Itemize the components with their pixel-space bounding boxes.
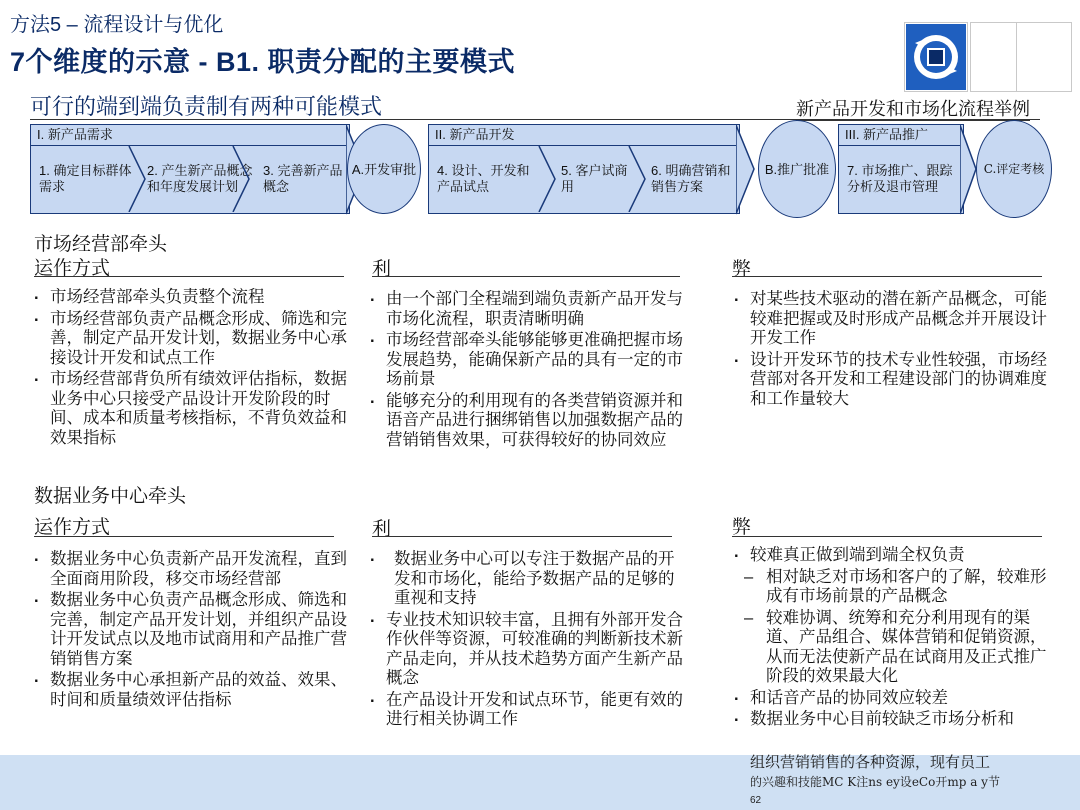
footer-line: 组织营销销售的各种资源，现有员工 [750, 753, 991, 771]
list-item: . 对某些技术驱动的潜在新产品概念，可能较难把握或及时形成产品概念并开展设计开发工作 [730, 290, 1048, 349]
example-label: 新产品开发和市场化流程举例 [796, 99, 1030, 119]
list-item: . 市场经营部负责产品概念形成、筛选和完善，制定产品开发计划，数据业务中心承接设计开发和试点工作 [30, 310, 348, 369]
section-2-title: 数据业务中心牵头 [34, 486, 187, 507]
process-step: 5. 客户试商用 [561, 163, 628, 194]
list-item: . 数据业务中心承担新产品的效益、效果、时间和质量绩效评估指标 [30, 671, 348, 710]
divider [34, 536, 334, 537]
divider [34, 276, 344, 277]
list-item: . 能够充分的利用现有的各类营销资源并和语音产品进行捆绑销售以加强数据产品的营销销售效果，可获得较好的协同效应 [366, 392, 684, 451]
process-step: 2. 产生新产品概念和年度发展计划 [147, 163, 253, 194]
list-item: . 数据业务中心负责产品概念形成、筛选和完善，制定产品开发计划，并组织产品设计开发试点以及地市试商用和产品推广营销销售方案 [30, 591, 348, 669]
list-item: . 市场经营部牵头负责整个流程 [30, 288, 348, 308]
phase-1-header: I. 新产品需求 [31, 125, 349, 146]
phase-3-panel [838, 124, 964, 214]
section-1-ops-heading: 运作方式 [34, 258, 111, 279]
page-title: 7个维度的示意 - B1. 职责分配的主要模式 [10, 47, 516, 77]
gate-a-circle: A.开发审批 [347, 124, 421, 214]
process-step: 6. 明确营销和销售方案 [651, 163, 731, 194]
list-item: . 数据业务中心可以专注于数据产品的开发和市场化，能给予数据产品的足够的重视和支持 [366, 550, 684, 609]
process-cycle-icon [905, 23, 967, 91]
list-item: . 和话音产品的协同效应较差 [730, 689, 1048, 709]
chevron-separator [231, 146, 253, 212]
list-item: . 专业技术知识较丰富，且拥有外部开发合作伙伴等资源，可较准确的判断新技术新产品走向，并从技术趋势方面产生新产品概念 [366, 611, 684, 689]
process-step: 1. 确定目标群体需求 [39, 163, 132, 194]
section-subtitle: 方法5 – 流程设计与优化 [10, 14, 224, 36]
phase-2-panel [428, 124, 740, 214]
logo [904, 22, 968, 92]
section-2-pros-heading: 利 [372, 519, 392, 540]
list-item: . 市场经营部牵头能够能够更准确把握市场发展趋势，能确保新产品的具有一定的市场前景 [366, 331, 684, 390]
footer-line: 的兴趣和技能MC K注ns ey设eCo开mp a y节 [750, 775, 1000, 789]
gate-b-circle: B.推广批准 [758, 120, 836, 218]
modes-statement: 可行的端到端负责制有两种可能模式 [30, 94, 383, 119]
divider [732, 276, 1042, 277]
divider [372, 536, 672, 537]
section-1-title: 市场经营部牵头 [34, 234, 168, 255]
list-item: . 设计开发环节的技术专业性较强，市场经营部对各开发和工程建设部门的协调难度和工作量较大 [730, 351, 1048, 410]
section-1-pros-list [366, 290, 684, 452]
logo-box-empty [1016, 22, 1072, 92]
section-2-ops-heading: 运作方式 [34, 517, 111, 538]
list-item: . 数据业务中心目前较缺乏市场分析和 [730, 710, 1048, 730]
phase-3-header: III. 新产品推广 [839, 125, 963, 146]
section-1-cons-list [730, 290, 1048, 411]
section-2-pros-list [366, 550, 684, 732]
chevron-separator [127, 146, 149, 212]
section-2-cons-heading: 弊 [732, 517, 752, 538]
section-2-cons-list [730, 546, 1048, 732]
section-1-cons-heading: 弊 [732, 259, 752, 280]
list-item: . 市场经营部背负所有绩效评估指标，数据业务中心只接受产品设计开发阶段的时间、成本和质量考核指标，不背负效益和效果指标 [30, 370, 348, 448]
gate-c-circle: C.评定考核 [976, 120, 1052, 218]
phase-1-panel [30, 124, 350, 214]
section-1-pros-heading: 利 [372, 259, 392, 280]
process-step: 7. 市场推广、跟踪分析及退市管理 [847, 163, 953, 194]
list-item: . 数据业务中心负责新产品开发流程，直到全面商用阶段，移交市场经营部 [30, 550, 348, 589]
list-item: . 由一个部门全程端到端负责新产品开发与市场化流程，职责清晰明确 [366, 290, 684, 329]
list-item: . 较难真正做到端到端全权负责 [730, 546, 1048, 566]
section-2-ops-list [30, 550, 348, 712]
footer-text [750, 752, 1000, 792]
chevron-arrow [736, 124, 756, 215]
list-subitem: – 较难协调、统筹和充分利用现有的渠道、产品组合、媒体营销和促销资源，从而无法使新产品在试商用及正式推广阶段的效果最大化 [730, 609, 1048, 687]
list-subitem: – 相对缺乏对市场和客户的了解，较难形成有市场前景的产品概念 [730, 568, 1048, 607]
chevron-separator [537, 146, 559, 212]
divider [372, 276, 680, 277]
chevron-separator [627, 146, 649, 212]
divider [732, 536, 1042, 537]
list-item: . 在产品设计开发和试点环节，能更有效的进行相关协调工作 [366, 691, 684, 730]
process-step: 3. 完善新产品概念 [263, 163, 343, 194]
process-step: 4. 设计、开发和产品试点 [437, 163, 530, 194]
phase-2-header: II. 新产品开发 [429, 125, 739, 146]
page-number: 62 [750, 795, 762, 806]
section-1-ops-list [30, 288, 348, 450]
